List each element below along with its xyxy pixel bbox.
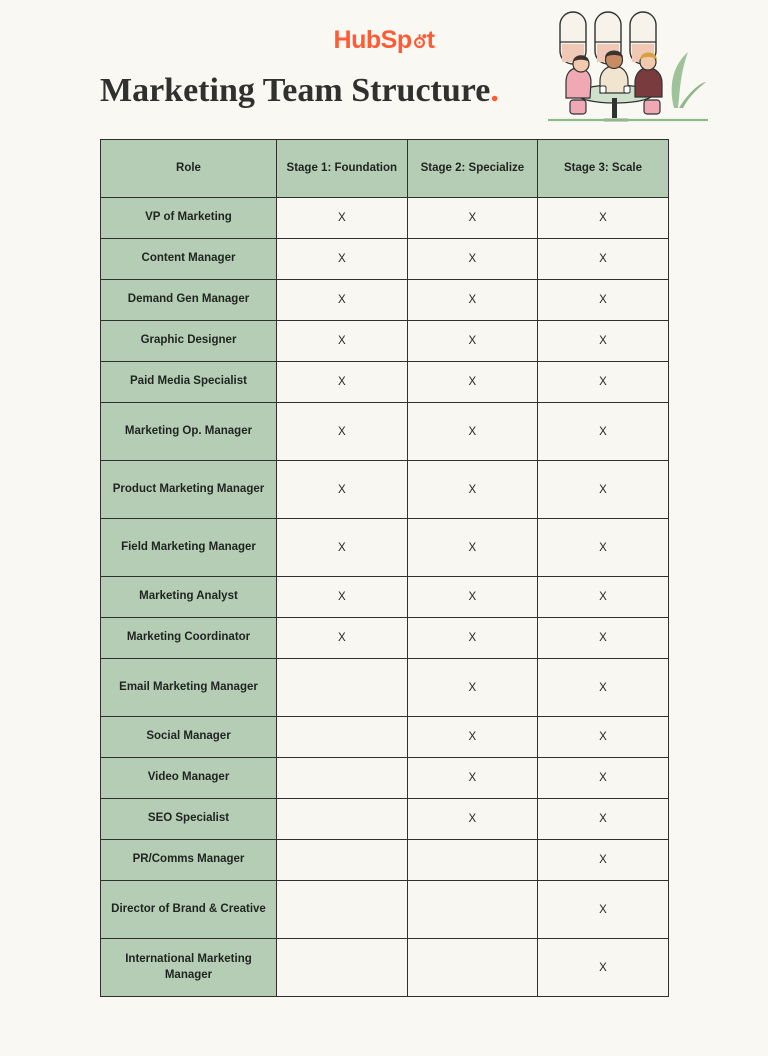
- role-cell: Marketing Op. Manager: [101, 403, 277, 461]
- role-cell: Email Marketing Manager: [101, 659, 277, 717]
- table-header-row: [101, 140, 669, 198]
- stage-1-cell: X: [277, 461, 408, 519]
- table-row: [101, 881, 669, 939]
- stage-1-cell: X: [277, 280, 408, 321]
- stage-3-cell: X: [538, 840, 669, 881]
- stage-1-cell: [277, 659, 408, 717]
- column-header-stage-2: Stage 2: Specialize: [407, 140, 538, 198]
- table-row: [101, 280, 669, 321]
- team-structure-table-wrapper: [100, 139, 668, 997]
- role-cell: Field Marketing Manager: [101, 519, 277, 577]
- table-row: [101, 403, 669, 461]
- stage-3-cell: X: [538, 280, 669, 321]
- table-row: [101, 840, 669, 881]
- table-row: [101, 519, 669, 577]
- sprocket-icon: [412, 34, 427, 49]
- stage-3-cell: X: [538, 198, 669, 239]
- stage-1-cell: X: [277, 198, 408, 239]
- stage-2-cell: X: [407, 717, 538, 758]
- stage-3-cell: X: [538, 519, 669, 577]
- stage-3-cell: X: [538, 939, 669, 997]
- role-cell: SEO Specialist: [101, 799, 277, 840]
- role-cell: Video Manager: [101, 758, 277, 799]
- table-row: [101, 321, 669, 362]
- role-cell: VP of Marketing: [101, 198, 277, 239]
- stage-1-cell: [277, 881, 408, 939]
- stage-1-cell: X: [277, 519, 408, 577]
- stage-2-cell: X: [407, 758, 538, 799]
- stage-1-cell: X: [277, 403, 408, 461]
- role-cell: Director of Brand & Creative: [101, 881, 277, 939]
- table-row: [101, 198, 669, 239]
- stage-2-cell: X: [407, 362, 538, 403]
- stage-3-cell: X: [538, 758, 669, 799]
- stage-1-cell: X: [277, 618, 408, 659]
- table-row: [101, 239, 669, 280]
- stage-1-cell: X: [277, 321, 408, 362]
- stage-2-cell: [407, 840, 538, 881]
- stage-2-cell: X: [407, 403, 538, 461]
- stage-2-cell: X: [407, 799, 538, 840]
- table-row: [101, 659, 669, 717]
- stage-2-cell: X: [407, 198, 538, 239]
- table-row: [101, 799, 669, 840]
- stage-1-cell: [277, 758, 408, 799]
- team-meeting-illustration: [548, 8, 708, 136]
- stage-3-cell: X: [538, 618, 669, 659]
- stage-3-cell: X: [538, 799, 669, 840]
- title-accent-dot: .: [490, 72, 499, 109]
- table-row: [101, 461, 669, 519]
- column-header-role: Role: [101, 140, 277, 198]
- stage-1-cell: X: [277, 577, 408, 618]
- role-cell: Graphic Designer: [101, 321, 277, 362]
- stage-2-cell: X: [407, 280, 538, 321]
- stage-2-cell: [407, 939, 538, 997]
- stage-3-cell: X: [538, 321, 669, 362]
- stage-3-cell: X: [538, 659, 669, 717]
- role-cell: PR/Comms Manager: [101, 840, 277, 881]
- stage-2-cell: X: [407, 577, 538, 618]
- role-cell: Marketing Coordinator: [101, 618, 277, 659]
- stage-1-cell: [277, 799, 408, 840]
- table-row: [101, 618, 669, 659]
- table-row: [101, 939, 669, 997]
- stage-3-cell: X: [538, 717, 669, 758]
- table-body: [101, 198, 669, 997]
- role-cell: Social Manager: [101, 717, 277, 758]
- role-cell: Marketing Analyst: [101, 577, 277, 618]
- stage-2-cell: X: [407, 519, 538, 577]
- stage-1-cell: X: [277, 239, 408, 280]
- role-cell: International Marketing Manager: [101, 939, 277, 997]
- page-title: [100, 72, 499, 110]
- logo-text-t: t: [426, 26, 435, 54]
- logo-text-hub: Hub: [333, 26, 381, 54]
- role-cell: Demand Gen Manager: [101, 280, 277, 321]
- role-cell: Paid Media Specialist: [101, 362, 277, 403]
- table-header: [101, 140, 669, 198]
- team-structure-table: [100, 139, 669, 997]
- stage-2-cell: X: [407, 659, 538, 717]
- table-row: [101, 717, 669, 758]
- stage-1-cell: [277, 840, 408, 881]
- stage-1-cell: [277, 939, 408, 997]
- stage-2-cell: [407, 881, 538, 939]
- stage-2-cell: X: [407, 321, 538, 362]
- stage-3-cell: X: [538, 403, 669, 461]
- stage-3-cell: X: [538, 577, 669, 618]
- stage-2-cell: X: [407, 618, 538, 659]
- stage-3-cell: X: [538, 881, 669, 939]
- page-title-text: Marketing Team Structure: [100, 72, 491, 109]
- table-row: [101, 758, 669, 799]
- stage-2-cell: X: [407, 461, 538, 519]
- stage-1-cell: [277, 717, 408, 758]
- table-row: [101, 577, 669, 618]
- stage-2-cell: X: [407, 239, 538, 280]
- column-header-stage-3: Stage 3: Scale: [538, 140, 669, 198]
- table-row: [101, 362, 669, 403]
- stage-3-cell: X: [538, 362, 669, 403]
- role-cell: Product Marketing Manager: [101, 461, 277, 519]
- stage-3-cell: X: [538, 239, 669, 280]
- role-cell: Content Manager: [101, 239, 277, 280]
- stage-3-cell: X: [538, 461, 669, 519]
- logo-text-sp: Sp: [380, 26, 412, 54]
- column-header-stage-1: Stage 1: Foundation: [277, 140, 408, 198]
- stage-1-cell: X: [277, 362, 408, 403]
